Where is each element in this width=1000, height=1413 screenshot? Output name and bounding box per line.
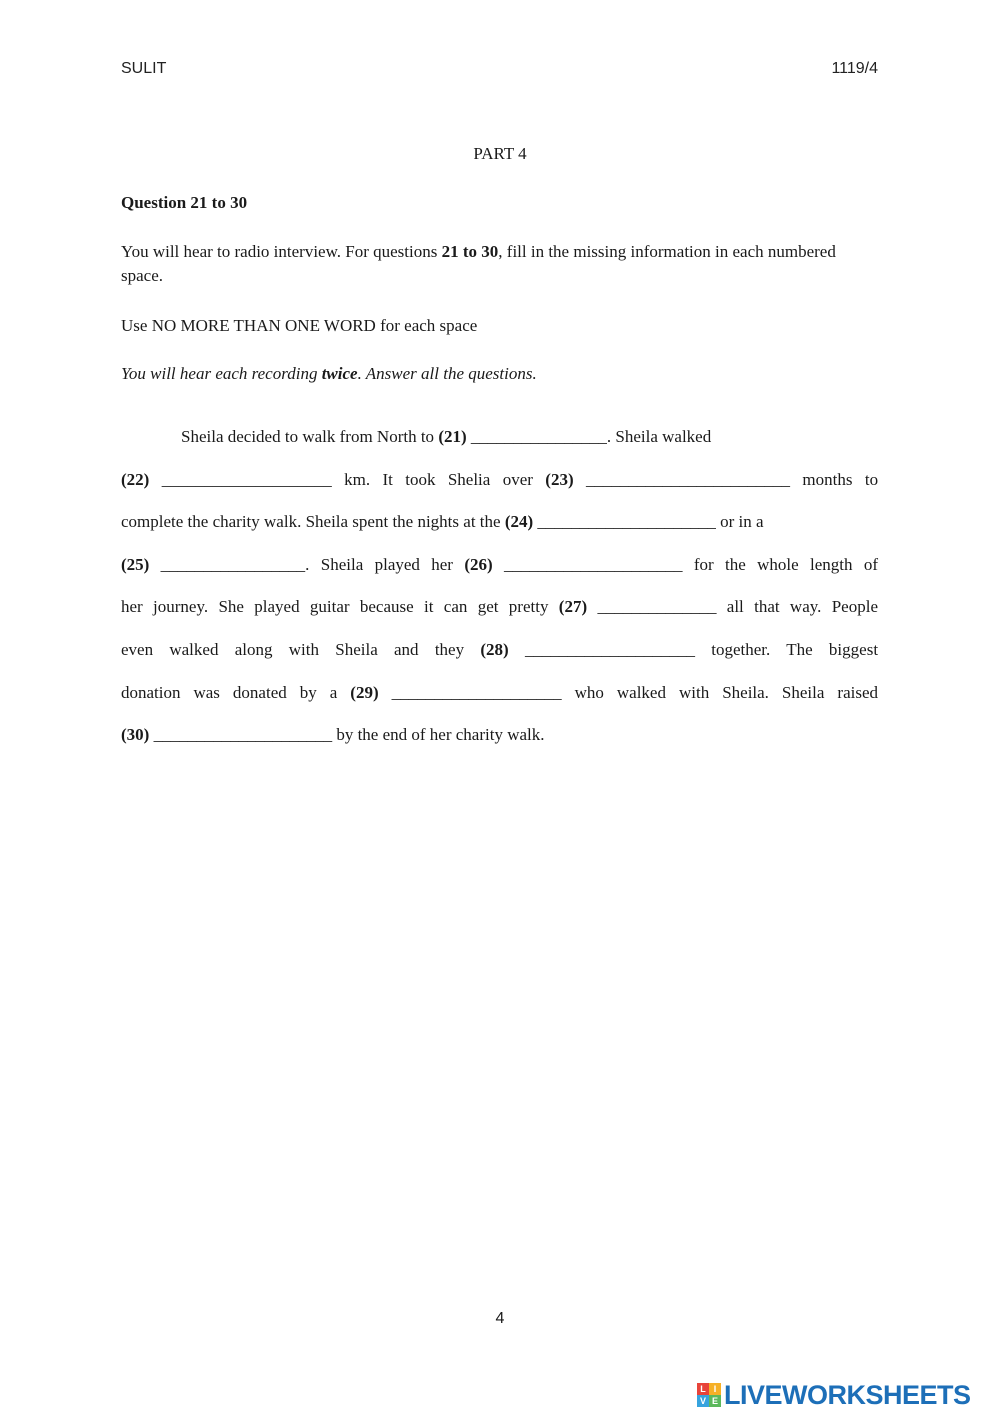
logo-letter: V [697, 1395, 709, 1407]
answer-blank-25[interactable]: _________________ [160, 554, 306, 574]
liveworksheets-wordmark: LIVEWORKSHEETS [724, 1379, 971, 1410]
passage [121, 423, 878, 764]
passage-line [121, 593, 878, 636]
question-number-23: (23) [545, 469, 574, 489]
header-left-label: SULIT [121, 60, 167, 77]
passage-line [121, 466, 878, 509]
passage-text: all that way. People [726, 597, 878, 617]
passage-line [121, 721, 878, 764]
logo-letter: I [709, 1383, 721, 1395]
question-heading: Question 21 to 30 [121, 193, 248, 212]
passage-text: . Sheila walked [606, 427, 712, 446]
answer-blank-28[interactable]: ____________________ [524, 639, 695, 659]
passage-text: Sheila decided to walk from North to [181, 427, 439, 446]
instruction-bold-twice: twice [321, 364, 358, 383]
passage-line [121, 636, 878, 679]
passage-text: km. It took Shelia over [344, 469, 533, 489]
answer-blank-26[interactable]: _____________________ [503, 554, 683, 574]
passage-line [121, 508, 878, 551]
passage-text: her journey. She played guitar because it can get pretty [121, 597, 549, 617]
answer-blank-22[interactable]: ____________________ [161, 469, 332, 489]
answer-blank-27[interactable]: ______________ [597, 597, 717, 617]
logo-letter: E [709, 1395, 721, 1407]
question-number-29: (29) [350, 682, 379, 702]
liveworksheets-logo-icon [697, 1383, 721, 1407]
answer-blank-24[interactable]: _____________________ [537, 512, 716, 532]
instruction-recording [121, 362, 878, 386]
passage-line [121, 551, 878, 594]
instruction-bold-range: 21 to 30 [441, 242, 499, 261]
question-number-22: (22) [121, 469, 150, 489]
page-number: 4 [495, 1310, 505, 1327]
instruction-text: You will hear each recording [121, 364, 322, 383]
passage-text: donation was donated by a [121, 682, 338, 702]
header-paper-code: 1119/4 [831, 60, 878, 77]
passage-text: complete the charity walk. Sheila spent the nights at the [121, 512, 501, 532]
question-number-26: (26) [464, 554, 493, 574]
question-number-27: (27) [558, 597, 588, 617]
part-title: PART 4 [473, 144, 527, 163]
instruction-word-limit: Use NO MORE THAN ONE WORD for each space [121, 316, 478, 335]
liveworksheets-branding[interactable] [697, 1378, 971, 1412]
question-number-30: (30) [121, 725, 150, 745]
question-number-21: (21) [438, 427, 467, 446]
instruction-text: You will hear to radio interview. For questions [121, 242, 442, 261]
passage-text: together. The biggest [711, 639, 879, 659]
question-number-28: (28) [480, 639, 509, 659]
answer-blank-21[interactable]: ________________ [470, 427, 607, 446]
passage-text: for the whole length of [693, 554, 878, 574]
instruction-questions [121, 240, 878, 288]
question-number-25: (25) [121, 554, 150, 574]
passage-line [121, 423, 878, 466]
passage-text: who walked with Sheila. Sheila raised [574, 682, 879, 702]
passage-text: or in a [720, 512, 764, 532]
instruction-text: . Answer all the questions. [357, 364, 537, 383]
passage-text: even walked along with Sheila and they [121, 639, 465, 659]
passage-line [121, 679, 878, 722]
answer-blank-29[interactable]: ____________________ [391, 682, 562, 702]
passage-text: . Sheila played her [305, 554, 453, 574]
logo-letter: L [697, 1383, 709, 1395]
passage-text: by the end of her charity walk. [336, 725, 545, 745]
question-number-24: (24) [504, 512, 534, 532]
answer-blank-30[interactable]: _____________________ [153, 725, 333, 745]
passage-text: months to [802, 469, 879, 489]
instruction-text: , fill in the missing information in each numbered space. [121, 242, 836, 285]
answer-blank-23[interactable]: ________________________ [586, 469, 791, 489]
